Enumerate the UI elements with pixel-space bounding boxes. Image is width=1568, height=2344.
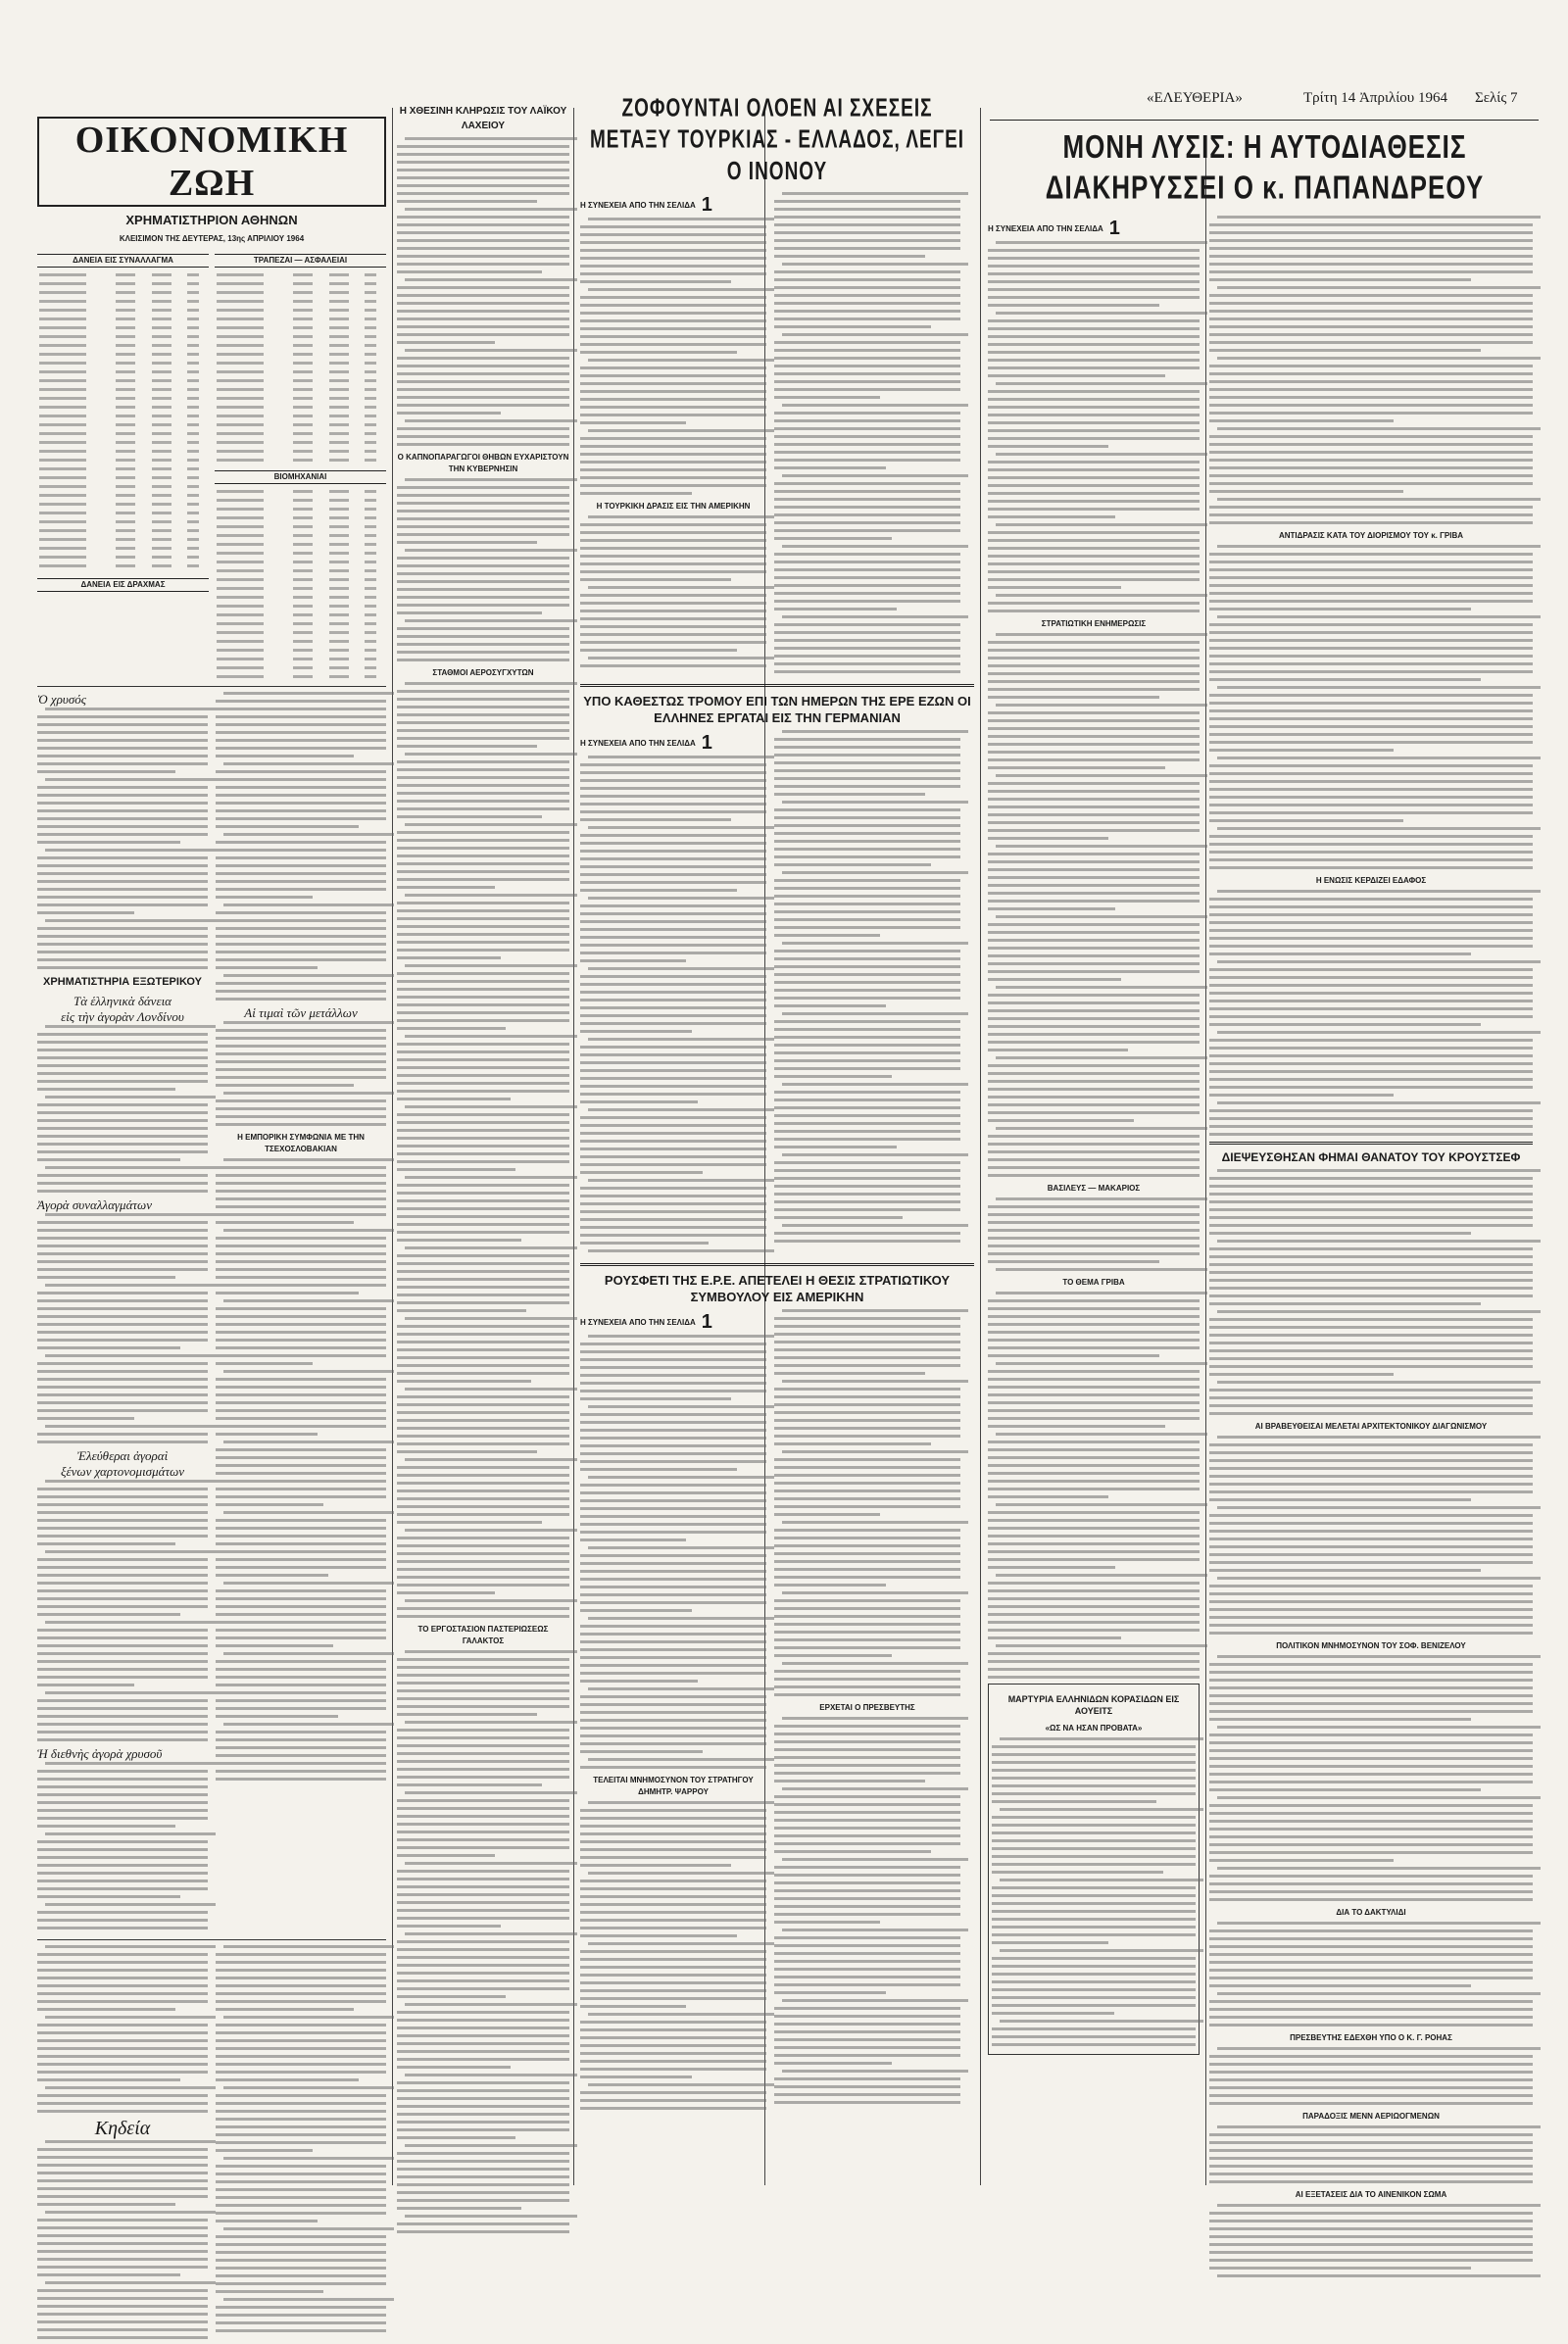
table-row (215, 487, 386, 496)
bonds-table (37, 270, 209, 570)
illegible-body-text (1209, 1922, 1533, 2027)
column-4-5 (580, 94, 974, 2180)
table-row (37, 394, 209, 403)
table-row (215, 438, 386, 447)
illegible-body-text (1209, 216, 1533, 524)
masthead-paper: «ΕΛΕΥΘΕΡΙΑ» (1147, 90, 1243, 106)
column-rule (980, 108, 981, 2185)
illegible-body-text (580, 515, 766, 667)
table-row (37, 491, 209, 500)
table-row (37, 297, 209, 306)
stations-headline: ΣΤΑΘΜΟΙ ΑΕΡΟΣΥΓΧΥΤΩΝ (432, 668, 534, 677)
greek-bonds-title: Τὰ ἑλληνικὰ δάνεια (73, 994, 172, 1008)
table-row (37, 412, 209, 420)
gold-market-title: Ἡ διεθνὴς ἀγορὰ χρυσοῦ (37, 1746, 163, 1761)
illegible-body-text (216, 1945, 386, 2332)
table-row (37, 279, 209, 288)
memorial-headline: ΤΕΛΕΙΤΑΙ ΜΝΗΜΟΣΥΝΟΝ ΤΟΥ ΣΤΡΑΤΗΓΟΥ ΔΗΜΗΤΡ. ΨΑΡΡΟΥ (593, 1776, 754, 1796)
table-row (215, 270, 386, 279)
illegible-body-text (1209, 1436, 1533, 1635)
table-row (215, 394, 386, 403)
table-row (37, 332, 209, 341)
table-row (215, 602, 386, 610)
table-row (37, 315, 209, 323)
fx-title: Ἀγορὰ συναλλαγμάτων (37, 1197, 153, 1212)
table-row (215, 359, 386, 367)
table-row (215, 403, 386, 412)
illegible-body-text (37, 1213, 208, 1443)
illegible-body-text (216, 1158, 386, 1781)
table-row (37, 288, 209, 297)
ere-headline: ΡΟΥΣΦΕΤΙ ΤΗΣ Ε.Ρ.Ε. ΑΠΕΤΕΛΕΙ Η ΘΕΣΙΣ ΣΤΡΑΤΙΩΤΙΚΟΥ ΣΥΜΒΟΥΛΟΥ ΕΙΣ ΑΜΕΡΙΚΗΝ (604, 1273, 951, 1304)
thebes-headline: Ο ΚΑΠΝΟΠΑΡΑΓΩΓΟΙ ΘΗΒΩΝ ΕΥΧΑΡΙΣΤΟΥΝ ΤΗΝ ΚΥΒΕΡΝΗΣΙΝ (397, 453, 569, 473)
illegible-body-text (988, 633, 1200, 1177)
awards-headline: ΑΙ ΒΡΑΒΕΥΘΕΙΣΑΙ ΜΕΛΕΤΑΙ ΑΡΧΙΤΕΚΤΟΝΙΚΟΥ ΔΙΑΓΩΝΙΣΜΟΥ (1254, 1422, 1488, 1431)
table-row (37, 562, 209, 570)
illegible-body-text (397, 137, 569, 446)
ambassador-headline: ΕΡΧΕΤΑΙ Ο ΠΡΕΣΒΕΥΤΗΣ (819, 1703, 915, 1712)
table-row (37, 473, 209, 482)
ring-headline: ΔΙΑ ΤΟ ΔΑΚΤΥΛΙΔΙ (1336, 1908, 1406, 1917)
table-row (215, 593, 386, 602)
table-row (37, 509, 209, 517)
table-row (37, 306, 209, 315)
column-3 (397, 98, 569, 2180)
illegible-body-text (397, 682, 569, 1618)
funeral-title: Κηδεία (94, 2118, 151, 2139)
table-row (215, 367, 386, 376)
table-row (215, 350, 386, 359)
continuation-marker: Η ΣΥΝΕΧΕΙΑ ΑΠΟ ΤΗΝ ΣΕΛΙΔΑ 1 (580, 1311, 712, 1333)
table-row (37, 270, 209, 279)
king-headline: ΒΑΣΙΛΕΥΣ — ΜΑΚΑΡΙΟΣ (1047, 1184, 1141, 1193)
illegible-body-text (988, 241, 1200, 612)
workers-headline: ΥΠΟ ΚΑΘΕΣΤΩΣ ΤΡΟΜΟΥ ΕΠΙ ΤΩΝ ΗΜΕΡΩΝ ΤΗΣ ΕΡΕ ΕΖΩΝ ΟΙ ΕΛΛΗΝΕΣ ΕΡΓΑΤΑΙ ΕΙΣ ΤΗΝ ΓΕΡΜΑΝΙΑΝ (583, 694, 971, 725)
table-row (37, 482, 209, 491)
illegible-body-text (397, 1650, 569, 2233)
exchange-title: ΧΡΗΜΑΤΙΣΤΗΡΙΟΝ ΑΘΗΝΩΝ (125, 213, 298, 227)
table-row (215, 663, 386, 672)
table-row (37, 456, 209, 464)
session-date: ΚΛΕΙΣΙΜΟΝ ΤΗΣ ΔΕΥΤΕΡΑΣ, 13ης ΑΠΡΙΛΙΟΥ 1964 (119, 234, 305, 243)
table-row (37, 526, 209, 535)
table-row (215, 637, 386, 646)
illegible-body-text (580, 1335, 766, 1769)
table-row (215, 412, 386, 420)
table-row (215, 315, 386, 323)
grivas2-headline: ΑΝΤΙΔΡΑΣΙΣ ΚΑΤΑ ΤΟΥ ΔΙΟΡΙΣΜΟΥ ΤΟΥ κ. ΓΡΙΒΑ (1278, 531, 1464, 540)
illegible-body-text (580, 756, 766, 1252)
table-row (215, 323, 386, 332)
table-row (215, 279, 386, 288)
industry-header: ΒΙΟΜΗΧΑΝΙΑΙ (215, 470, 386, 484)
table-row (215, 429, 386, 438)
us-section-title: Η ΤΟΥΡΚΙΚΗ ΔΡΑΣΙΣ ΕΙΣ ΤΗΝ ΑΜΕΡΙΚΗΝ (596, 502, 751, 511)
illegible-body-text (37, 708, 208, 969)
illegible-body-text (1209, 2047, 1533, 2105)
table-row (37, 438, 209, 447)
table-row (215, 619, 386, 628)
table-row (215, 306, 386, 315)
table-row (215, 522, 386, 531)
table-row (37, 464, 209, 473)
table-row (37, 403, 209, 412)
military-headline: ΣΤΡΑΤΙΩΤΙΚΗ ΕΝΗΜΕΡΩΣΙΣ (1041, 619, 1147, 628)
table-row (37, 535, 209, 544)
table-row (37, 500, 209, 509)
lottery-headline: Η ΧΘΕΣΙΝΗ ΚΛΗΡΩΣΙΣ ΤΟΥ ΛΑΪΚΟΥ ΛΑΧΕΙΟΥ (399, 106, 567, 131)
illegible-body-text (580, 218, 766, 495)
table-row (215, 672, 386, 681)
foreign-notes-title: ξένων χαρτονομισμάτων (60, 1464, 185, 1479)
table-row (215, 531, 386, 540)
illegible-body-text (774, 1717, 960, 2104)
table-row (37, 553, 209, 562)
column-6-7 (988, 125, 1542, 2199)
table-row (37, 385, 209, 394)
masthead-date: Τρίτη 14 Ἀπριλίου 1964 (1303, 90, 1447, 106)
table-row (215, 513, 386, 522)
table-row (215, 646, 386, 655)
illegible-body-text (774, 730, 960, 1243)
table-row (215, 505, 386, 513)
table-row (215, 447, 386, 456)
illegible-body-text (774, 192, 960, 673)
header-rule (990, 120, 1539, 121)
free-markets-title: Ἐλεύθεραι ἀγοραὶ (76, 1448, 169, 1463)
table-row (215, 297, 386, 306)
table-row (37, 429, 209, 438)
testimony-box (988, 1684, 1200, 2055)
feast-headline: ΠΑΡΑΔΟΞΙΣ ΜΕΝΝ ΑΕΡΙΩΟΓΜΕΝΩΝ (1302, 2112, 1440, 2121)
economy-section (37, 113, 386, 2180)
illegible-body-text (397, 478, 569, 661)
illegible-body-text (774, 1309, 960, 1696)
czech-title: Η ΕΜΠΟΡΙΚΗ ΣΥΜΦΩΝΙΑ ΜΕ ΤΗΝ ΤΣΕΧΟΣΛΟΒΑΚΙΑΝ (237, 1133, 365, 1153)
grivas-headline: ΤΟ ΘΕΜΑ ΓΡΙΒΑ (1062, 1278, 1125, 1287)
table-row (37, 517, 209, 526)
illegible-body-text (37, 1945, 208, 2113)
table-row (215, 332, 386, 341)
banks-header: ΤΡΑΠΕΖΑΙ — ΑΣΦΑΛΕΙΑΙ (215, 254, 386, 268)
economy-title: ΟΙΚΟΝΟΜΙΚΗ ΖΩΗ (74, 120, 349, 204)
continuation-marker: Η ΣΥΝΕΧΕΙΑ ΑΠΟ ΤΗΝ ΣΕΛΙΔΑ 1 (580, 194, 712, 216)
table-row (215, 584, 386, 593)
illegible-body-text (1209, 2204, 1533, 2277)
illegible-body-text (1209, 545, 1533, 869)
industry-table (215, 487, 386, 681)
economy-right-text (216, 692, 386, 1934)
table-row (215, 376, 386, 385)
turkey-headline: ΖΟΦΟΥΝΤΑΙ ΟΛΟΕΝ ΑΙ ΣΧΕΣΕΙΣ ΜΕΤΑΞΥ ΤΟΥΡΚΙΑΣ - ΕΛΛΑΔΟΣ, ΛΕΓΕΙ Ο ΙΝΟΝΟΥ (589, 94, 965, 186)
column-rule (392, 108, 393, 2185)
table-row (37, 367, 209, 376)
london-title: εἰς τὴν ἀγορὰν Λονδίνου (61, 1009, 184, 1024)
table-row (215, 655, 386, 663)
table-row (215, 496, 386, 505)
table-row (215, 456, 386, 464)
economy-left-text (37, 692, 208, 1934)
illegible-body-text (37, 1025, 208, 1193)
foreign-title: ΧΡΗΜΑΤΙΣΤΗΡΙΑ ΕΞΩΤΕΡΙΚΟΥ (43, 976, 202, 988)
table-row (215, 575, 386, 584)
illegible-body-text (216, 1021, 386, 1126)
table-row (37, 447, 209, 456)
table-row (215, 549, 386, 558)
table-row (215, 341, 386, 350)
illegible-body-text (1209, 1655, 1533, 1901)
envoy-headline: ΠΡΕΣΒΕΥΤΗΣ ΕΔΕΧΘΗ ΥΠΟ Ο Κ. Γ. ΡΟΗΑΣ (1290, 2033, 1452, 2042)
territory-headline: Η ΕΝΩΣΙΣ ΚΕΡΔΙΖΕΙ ΕΔΑΦΟΣ (1315, 876, 1427, 885)
table-row (215, 610, 386, 619)
table-row (37, 350, 209, 359)
dairy-headline: ΤΟ ΕΡΓΟΣΤΑΣΙΟΝ ΠΑΣΤΕΡΙΩΣΕΩΣ ΓΑΛΑΚΤΟΣ (417, 1625, 549, 1645)
illegible-body-text (37, 2140, 208, 2339)
illegible-body-text (216, 692, 386, 1001)
trial-headline: ΑΙ ΕΞΕΤΑΣΕΙΣ ΔΙΑ ΤΟ ΑΙΝΕΝΙΚΟΝ ΣΩΜΑ (1295, 2190, 1447, 2199)
continuation-marker: Η ΣΥΝΕΧΕΙΑ ΑΠΟ ΤΗΝ ΣΕΛΙΔΑ 1 (988, 218, 1120, 239)
table-row (215, 628, 386, 637)
illegible-body-text (1209, 2125, 1533, 2183)
table-row (215, 385, 386, 394)
banks-table (215, 270, 386, 464)
economy-title-box (37, 117, 386, 207)
masthead-page: Σελίς 7 (1475, 90, 1518, 106)
table-row (215, 540, 386, 549)
table-row (215, 288, 386, 297)
drachma-header: ΔΑΝΕΙΑ ΕΙΣ ΔΡΑΧΜΑΣ (37, 578, 209, 592)
metals-title: Αἱ τιμαὶ τῶν μετάλλων (244, 1005, 358, 1020)
illegible-body-text (988, 1292, 1200, 1679)
table-row (37, 341, 209, 350)
tea-headline: «ΩΣ ΝΑ ΗΣΑΝ ΠΡΟΒΑΤΑ» (1045, 1724, 1143, 1733)
continuation-marker: Η ΣΥΝΕΧΕΙΑ ΑΠΟ ΤΗΝ ΣΕΛΙΔΑ 1 (580, 732, 712, 754)
table-row (215, 558, 386, 566)
illegible-body-text (988, 1197, 1200, 1271)
illegible-body-text (992, 1737, 1196, 2046)
illegible-body-text (37, 1762, 208, 1929)
illegible-body-text (580, 1801, 766, 2110)
gold-title: Ὁ χρυσός (37, 692, 87, 707)
table-row (37, 323, 209, 332)
table-row (37, 376, 209, 385)
political-headline: ΠΟΛΙΤΙΚΟΝ ΜΝΗΜΟΣΥΝΟΝ ΤΟΥ ΣΟΦ. ΒΕΝΙΖΕΛΟΥ (1276, 1641, 1466, 1650)
table-row (215, 420, 386, 429)
bonds-header: ΔΑΝΕΙΑ ΕΙΣ ΣΥΝΑΛΛΑΓΜΑ (37, 254, 209, 268)
illegible-body-text (1209, 890, 1533, 1136)
table-row (37, 420, 209, 429)
table-row (215, 566, 386, 575)
khrushchev-headline: ΔΙΕΨΕΥΣΘΗΣΑΝ ΦΗΜΑΙ ΘΑΝΑΤΟΥ ΤΟΥ ΚΡΟΥΣΤΣΕΦ (1221, 1150, 1521, 1164)
table-row (37, 544, 209, 553)
illegible-body-text (37, 1480, 208, 1741)
illegible-body-text (1209, 1169, 1533, 1415)
table-row (37, 359, 209, 367)
testimony-headline: ΜΑΡΤΥΡΙΑ ΕΛΛΗΝΙΔΩΝ ΚΟΡΑΣΙΔΩΝ ΕΙΣ ΑΟΥΕΙΤΣ (1007, 1694, 1180, 1716)
papandreou-headline: ΜΟΝΗ ΛΥΣΙΣ: Η ΑΥΤΟΔΙΑΘΕΣΙΣ ΔΙΑΚΗΡΥΣΣΕΙ Ο κ. ΠΑΠΑΝΔΡΕΟΥ (1045, 126, 1485, 207)
